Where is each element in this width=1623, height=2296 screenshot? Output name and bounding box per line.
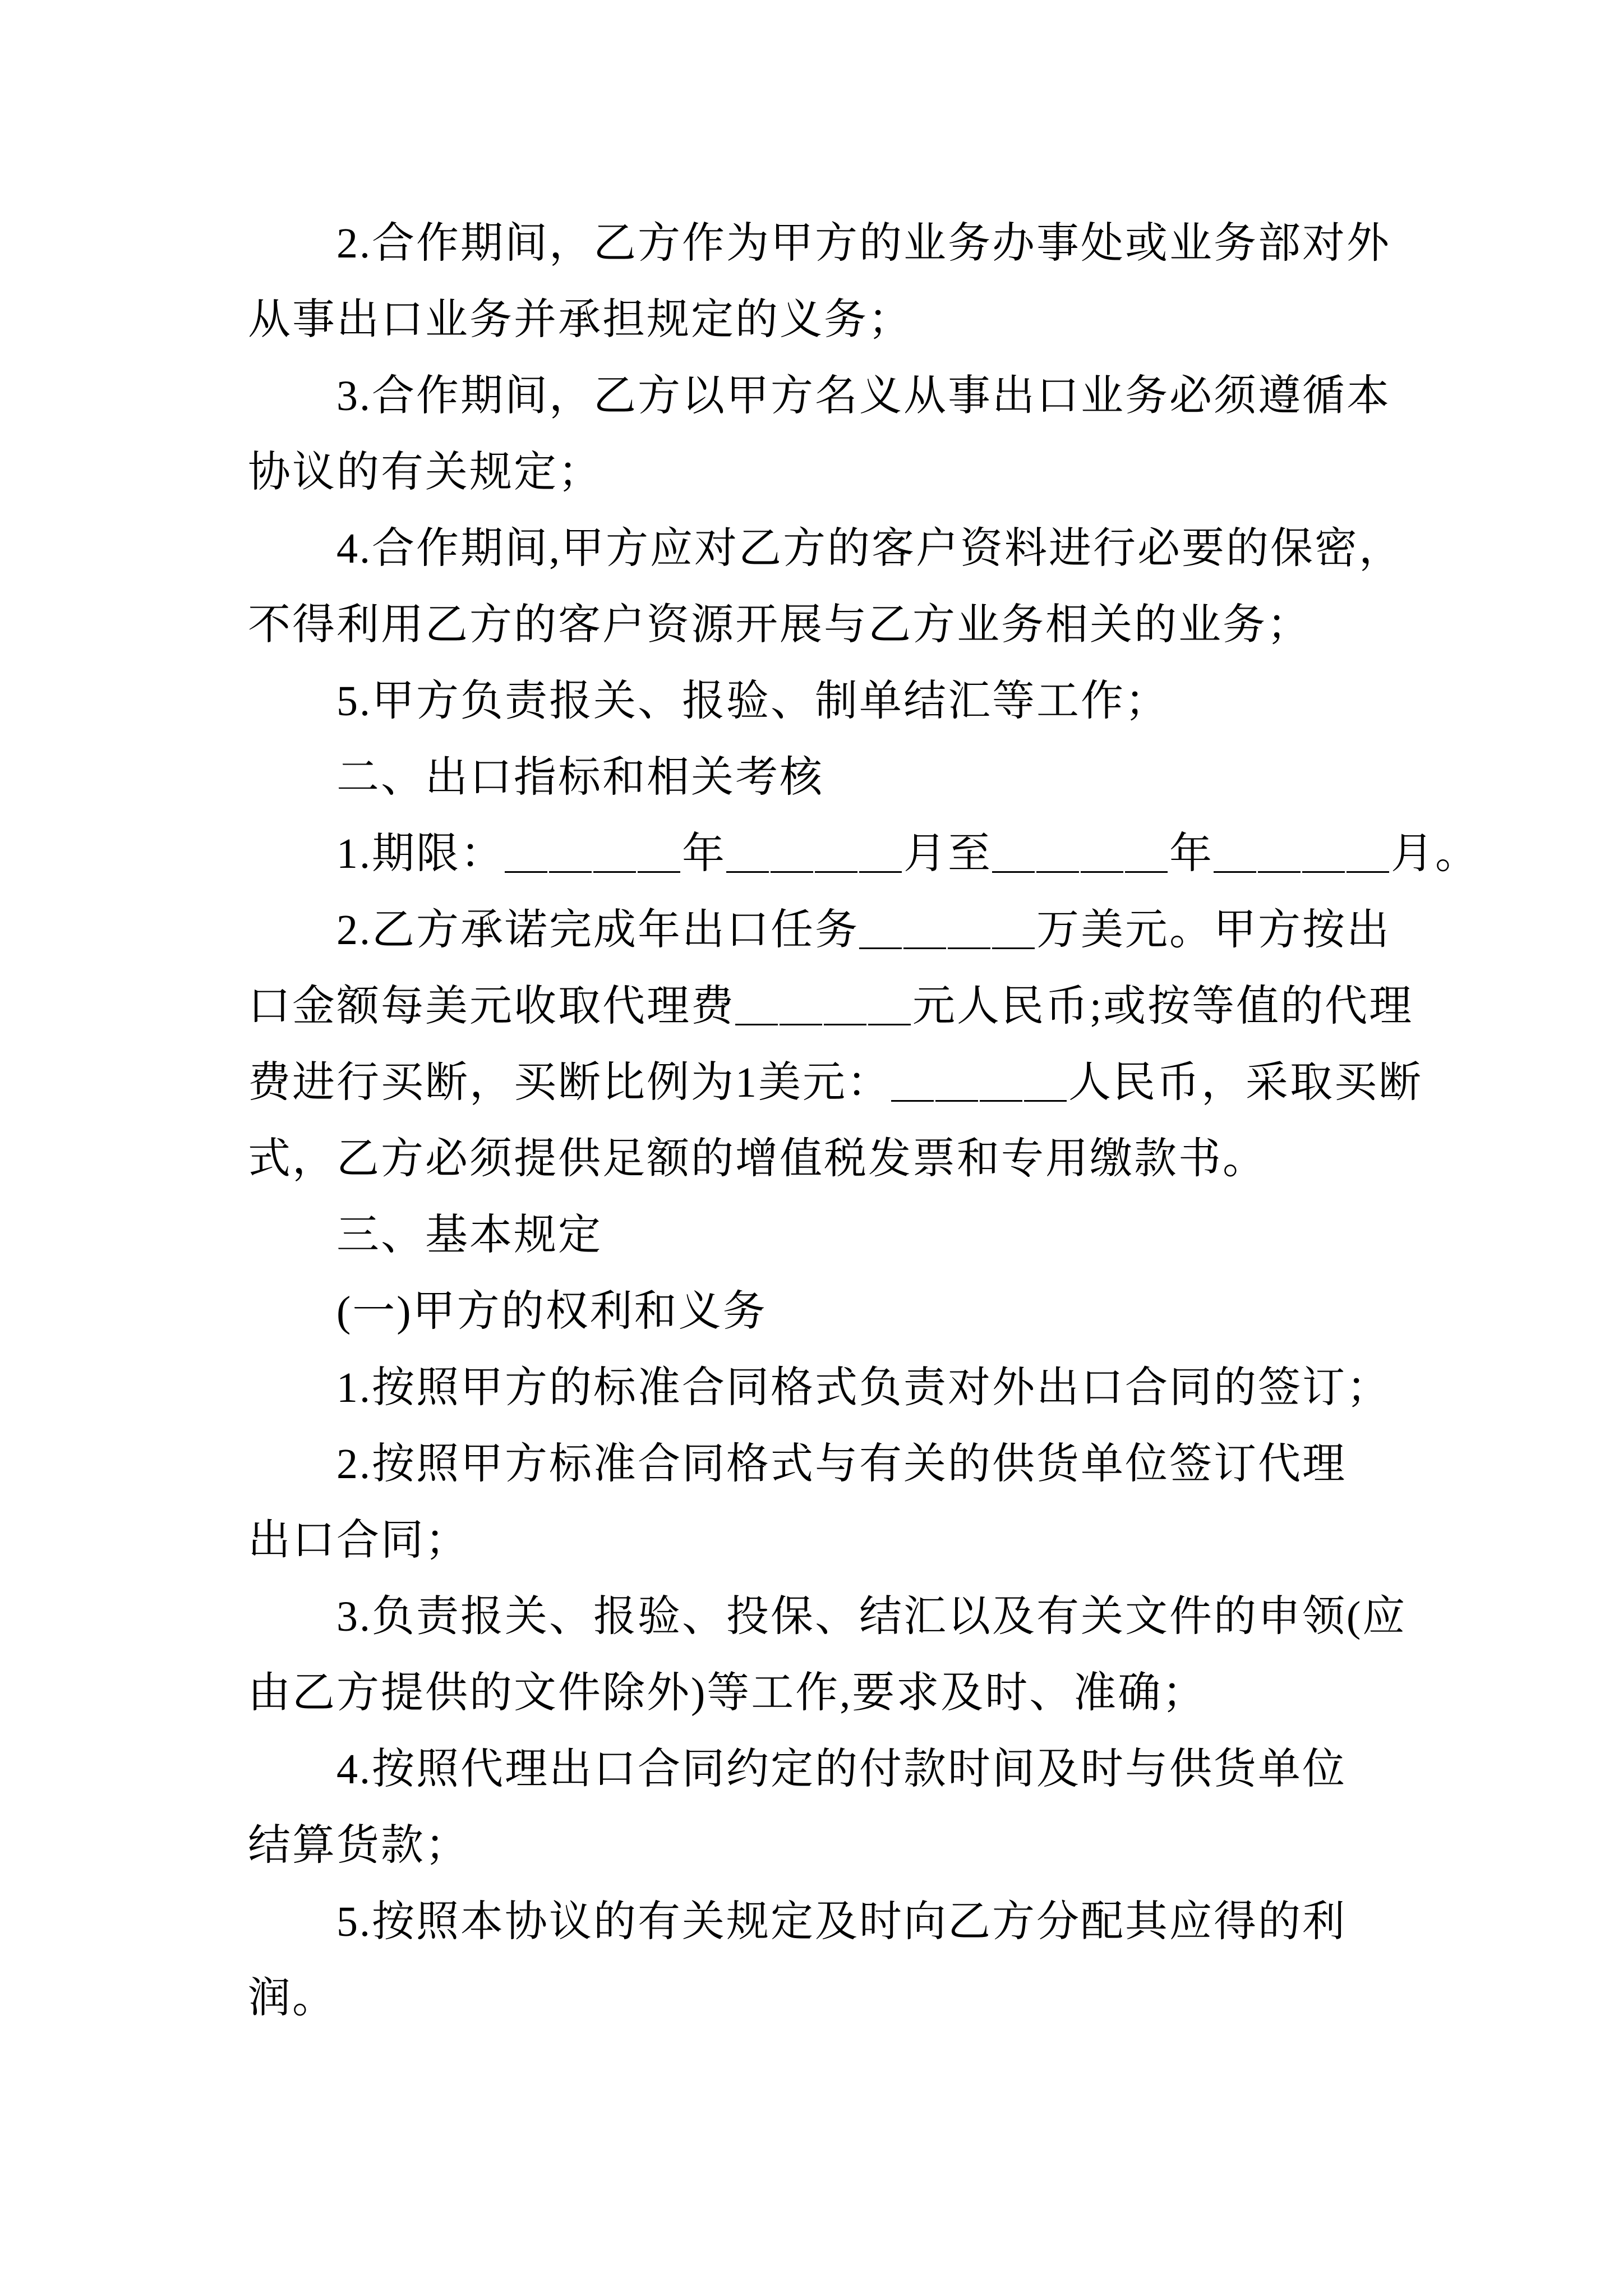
- text-line: 由乙方提供的文件除外)等工作,要求及时、准确；: [248, 1669, 1207, 1717]
- text-line: 3.负责报关、报验、投保、结汇以及有关文件的申领(应: [336, 1593, 1407, 1640]
- text-line: 4.按照代理出口合同约定的付款时间及时与供货单位: [336, 1746, 1347, 1793]
- section-heading: 二、出口指标和相关考核: [336, 754, 824, 801]
- text-line: 口金额每美元收取代理费＿＿＿＿元人民币;或按等值的代理: [248, 983, 1414, 1030]
- text-line: 出口合同；: [248, 1517, 469, 1564]
- text-line: 5.按照本协议的有关规定及时向乙方分配其应得的利: [336, 1898, 1347, 1945]
- text-line: 2.乙方承诺完成年出口任务＿＿＿＿万美元。甲方按出: [336, 907, 1391, 954]
- contract-text-block: [248, 205, 1479, 2036]
- text-line: 协议的有关规定；: [248, 449, 602, 496]
- text-line: 4.合作期间,甲方应对乙方的客户资料进行必要的保密，: [336, 525, 1403, 572]
- text-line: 式，乙方必须提供足额的增值税发票和专用缴款书。: [248, 1135, 1267, 1182]
- text-line: 1.期限：＿＿＿＿年＿＿＿＿月至＿＿＿＿年＿＿＿＿月。: [336, 830, 1479, 877]
- section-heading: 三、基本规定: [336, 1212, 602, 1259]
- text-line: 润。: [248, 1975, 336, 2022]
- text-line: 3.合作期间，乙方以甲方名义从事出口业务必须遵循本: [336, 372, 1391, 420]
- text-line: 从事出口业务并承担规定的义务；: [248, 296, 912, 343]
- text-line: 2.按照甲方标准合同格式与有关的供货单位签订代理: [336, 1441, 1347, 1488]
- section-heading: (一)甲方的权利和义务: [336, 1288, 767, 1335]
- text-line: 5.甲方负责报关、报验、制单结汇等工作；: [336, 678, 1169, 725]
- text-line: 费进行买断，买断比例为1美元：＿＿＿＿人民币，采取买断: [248, 1059, 1423, 1106]
- text-line: 结算货款；: [248, 1822, 469, 1869]
- text-line: 2.合作期间，乙方作为甲方的业务办事处或业务部对外: [336, 220, 1391, 267]
- text-line: 不得利用乙方的客户资源开展与乙方业务相关的业务；: [248, 601, 1311, 648]
- text-line: 1.按照甲方的标准合同格式负责对外出口合同的签订；: [336, 1364, 1391, 1411]
